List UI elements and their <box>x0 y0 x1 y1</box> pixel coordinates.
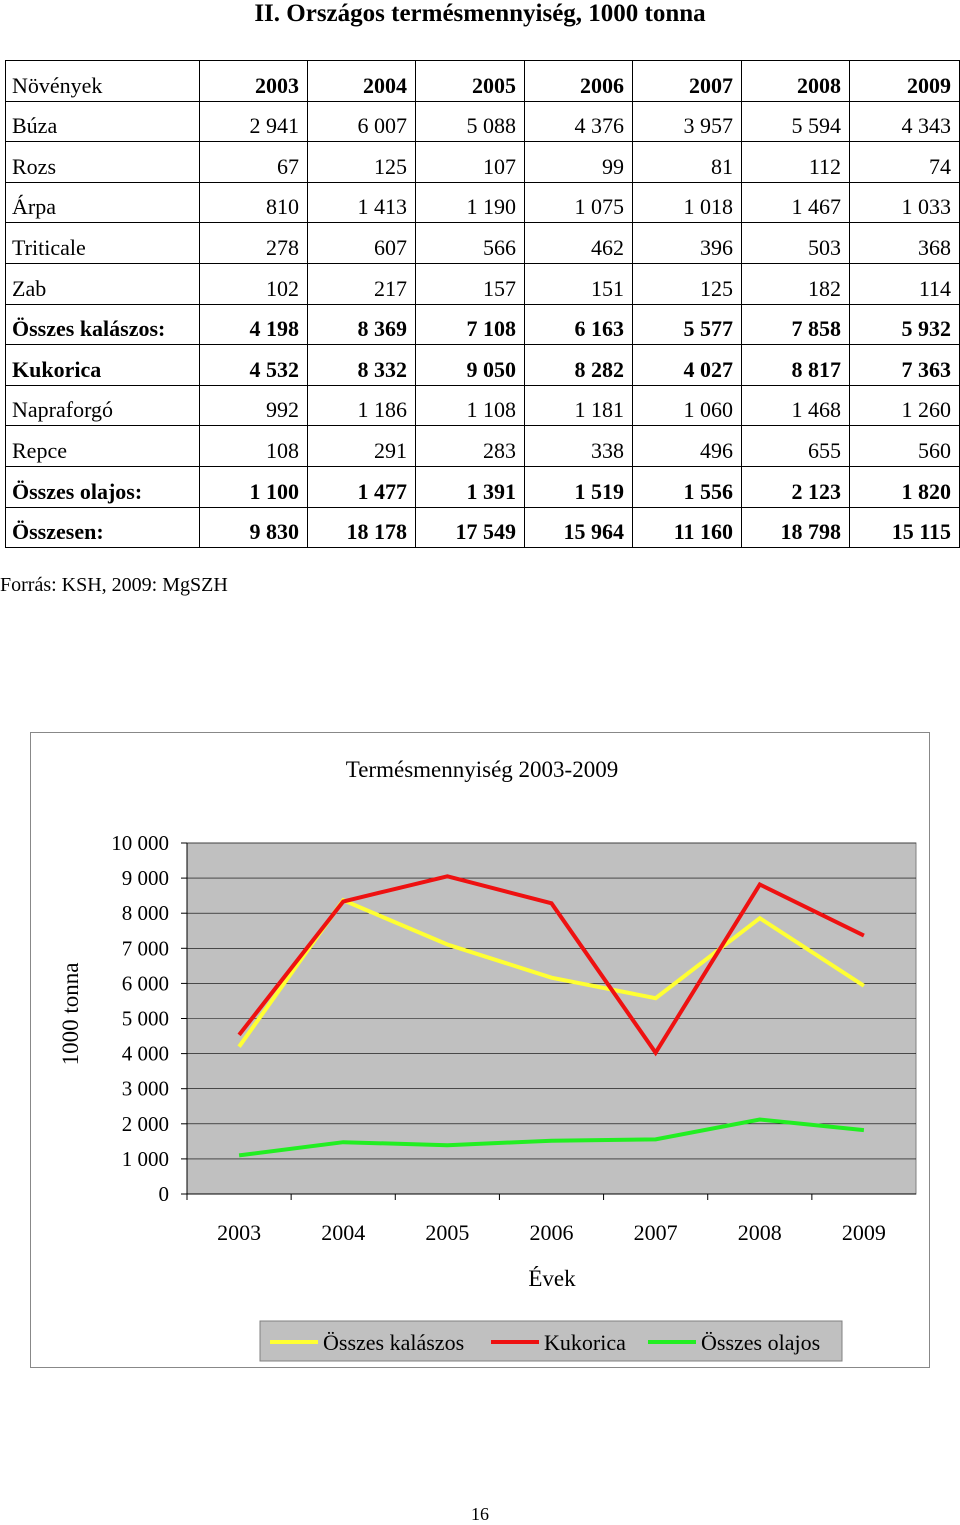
row-label: Triticale <box>6 223 200 264</box>
y-tick-label: 2 000 <box>121 1111 169 1136</box>
row-label: Kukorica <box>6 345 200 386</box>
x-tick-label: 2004 <box>321 1220 366 1245</box>
table-cell: 15 115 <box>850 507 960 548</box>
table-cell: 496 <box>633 426 742 467</box>
table-cell: 1 477 <box>308 466 416 507</box>
table-cell: 7 108 <box>416 304 525 345</box>
year-header: 2003 <box>200 61 308 102</box>
row-label: Rozs <box>6 142 200 183</box>
table-cell: 18 798 <box>742 507 850 548</box>
table-cell: 17 549 <box>416 507 525 548</box>
table-cell: 15 964 <box>525 507 633 548</box>
table-cell: 1 100 <box>200 466 308 507</box>
table-cell: 291 <box>308 426 416 467</box>
table-cell: 112 <box>742 142 850 183</box>
table-cell: 1 108 <box>416 385 525 426</box>
table-cell: 8 332 <box>308 345 416 386</box>
table-cell: 125 <box>633 263 742 304</box>
table-cell: 151 <box>525 263 633 304</box>
row-label: Repce <box>6 426 200 467</box>
table-cell: 1 190 <box>416 182 525 223</box>
table-cell: 1 186 <box>308 385 416 426</box>
x-tick-label: 2009 <box>841 1220 886 1245</box>
table-cell: 6 007 <box>308 101 416 142</box>
table-cell: 2 941 <box>200 101 308 142</box>
table-cell: 1 413 <box>308 182 416 223</box>
table-cell: 3 957 <box>633 101 742 142</box>
year-header: 2007 <box>633 61 742 102</box>
y-tick-label: 5 000 <box>121 1006 169 1031</box>
y-tick-label: 3 000 <box>121 1076 169 1101</box>
table-cell: 18 178 <box>308 507 416 548</box>
y-tick-label: 6 000 <box>121 971 169 996</box>
row-label: Zab <box>6 263 200 304</box>
table-cell: 217 <box>308 263 416 304</box>
year-header: 2008 <box>742 61 850 102</box>
table-cell: 1 075 <box>525 182 633 223</box>
table-cell: 283 <box>416 426 525 467</box>
table-cell: 5 932 <box>850 304 960 345</box>
y-tick-label: 4 000 <box>121 1041 169 1066</box>
table-cell: 1 556 <box>633 466 742 507</box>
table-cell: 1 467 <box>742 182 850 223</box>
table-cell: 8 369 <box>308 304 416 345</box>
table-cell: 125 <box>308 142 416 183</box>
legend-label: Kukorica <box>544 1330 626 1355</box>
table-cell: 8 282 <box>525 345 633 386</box>
row-label: Összes kalászos: <box>6 304 200 345</box>
table-cell: 2 123 <box>742 466 850 507</box>
year-header: 2006 <box>525 61 633 102</box>
y-tick-label: 8 000 <box>121 901 169 926</box>
x-tick-label: 2003 <box>217 1220 262 1245</box>
source-note: Forrás: KSH, 2009: MgSZH <box>0 574 228 596</box>
table-cell: 1 519 <box>525 466 633 507</box>
table-cell: 462 <box>525 223 633 264</box>
table-cell: 9 830 <box>200 507 308 548</box>
y-tick-label: 9 000 <box>121 866 169 891</box>
table-cell: 1 820 <box>850 466 960 507</box>
table-cell: 368 <box>850 223 960 264</box>
table-cell: 1 260 <box>850 385 960 426</box>
legend-label: Összes olajos <box>701 1330 821 1355</box>
table-cell: 560 <box>850 426 960 467</box>
x-tick-label: 2008 <box>737 1220 782 1245</box>
table-cell: 396 <box>633 223 742 264</box>
table-cell: 8 817 <box>742 345 850 386</box>
table-cell: 1 018 <box>633 182 742 223</box>
table-cell: 4 027 <box>633 345 742 386</box>
year-header: 2009 <box>850 61 960 102</box>
row-label: Összes olajos: <box>6 466 200 507</box>
table-cell: 5 577 <box>633 304 742 345</box>
table-cell: 1 391 <box>416 466 525 507</box>
table-cell: 157 <box>416 263 525 304</box>
table-cell: 4 198 <box>200 304 308 345</box>
table-cell: 607 <box>308 223 416 264</box>
legend-label: Összes kalászos <box>323 1330 465 1355</box>
y-tick-label: 7 000 <box>121 936 169 961</box>
table-cell: 7 858 <box>742 304 850 345</box>
table-cell: 81 <box>633 142 742 183</box>
table-cell: 99 <box>525 142 633 183</box>
table-corner-header: Növények <box>6 61 200 102</box>
table-cell: 67 <box>200 142 308 183</box>
table-cell: 6 163 <box>525 304 633 345</box>
y-tick-label: 1 000 <box>121 1146 169 1171</box>
table-cell: 810 <box>200 182 308 223</box>
table-cell: 1 181 <box>525 385 633 426</box>
row-label: Napraforgó <box>6 385 200 426</box>
table-cell: 182 <box>742 263 850 304</box>
y-axis-title: 1000 tonna <box>58 962 83 1066</box>
table-cell: 74 <box>850 142 960 183</box>
table-cell: 566 <box>416 223 525 264</box>
table-cell: 5 594 <box>742 101 850 142</box>
table-cell: 338 <box>525 426 633 467</box>
year-header: 2004 <box>308 61 416 102</box>
table-cell: 102 <box>200 263 308 304</box>
page-title: II. Országos termésmennyiség, 1000 tonna <box>254 0 706 27</box>
x-tick-label: 2006 <box>529 1220 574 1245</box>
table-cell: 1 468 <box>742 385 850 426</box>
chart-title: Termésmennyiség 2003-2009 <box>345 757 619 782</box>
row-label: Összesen: <box>6 507 200 548</box>
table-cell: 992 <box>200 385 308 426</box>
table-cell: 7 363 <box>850 345 960 386</box>
row-label: Árpa <box>6 182 200 223</box>
table-cell: 5 088 <box>416 101 525 142</box>
table-cell: 4 532 <box>200 345 308 386</box>
row-label: Búza <box>6 101 200 142</box>
table-cell: 1 060 <box>633 385 742 426</box>
table-cell: 108 <box>200 426 308 467</box>
table-cell: 503 <box>742 223 850 264</box>
table-cell: 4 376 <box>525 101 633 142</box>
year-header: 2005 <box>416 61 525 102</box>
page-number: 16 <box>471 1504 489 1524</box>
y-tick-label: 10 000 <box>111 831 169 855</box>
x-tick-label: 2005 <box>425 1220 470 1245</box>
table-cell: 278 <box>200 223 308 264</box>
y-tick-label: 0 <box>158 1182 169 1206</box>
x-tick-label: 2007 <box>633 1220 678 1245</box>
table-cell: 114 <box>850 263 960 304</box>
table-cell: 4 343 <box>850 101 960 142</box>
table-cell: 107 <box>416 142 525 183</box>
table-cell: 9 050 <box>416 345 525 386</box>
x-axis-title: Évek <box>528 1266 576 1291</box>
table-cell: 11 160 <box>633 507 742 548</box>
table-cell: 1 033 <box>850 182 960 223</box>
table-cell: 655 <box>742 426 850 467</box>
